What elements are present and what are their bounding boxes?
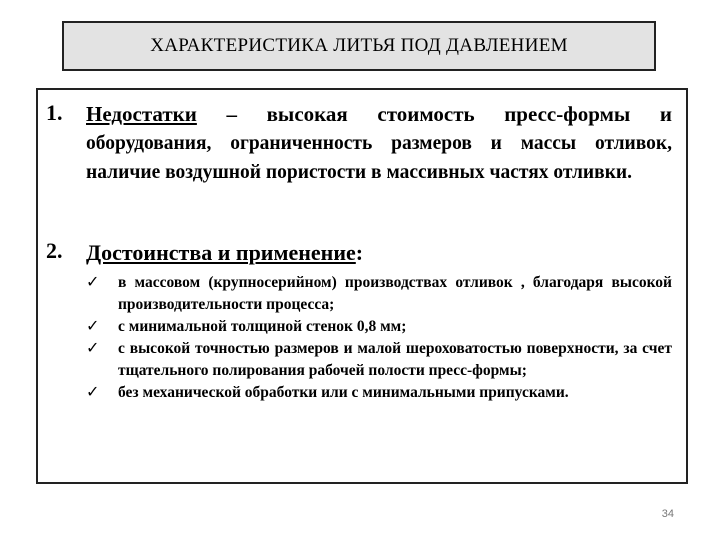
- list-item: [86, 272, 672, 316]
- checkmark-icon: ✓: [86, 340, 100, 357]
- slide-title-box: [62, 21, 656, 71]
- section-number: 2.: [46, 238, 63, 263]
- advantages-list: [46, 272, 672, 404]
- list-item: [86, 382, 672, 404]
- section-heading-line: [46, 238, 672, 268]
- section-text-first: – высокая стоимость пресс-формы и: [226, 102, 672, 126]
- section-number: 1.: [46, 100, 63, 125]
- slide-title: ХАРАКТЕРИСТИКА ЛИТЬЯ ПОД ДАВЛЕНИЕМ: [150, 35, 568, 56]
- checkmark-icon: ✓: [86, 274, 100, 291]
- page-number: 34: [661, 508, 674, 520]
- list-item: [86, 338, 672, 382]
- list-item-text: в массовом (крупносерийном) производствах отливок , благодаря высокой производительности процесса;: [118, 274, 672, 313]
- section-advantages: [46, 238, 672, 404]
- checkmark-icon: ✓: [86, 384, 100, 401]
- list-item-text: без механической обработки или с минимальными припусками.: [118, 384, 569, 401]
- checkmark-icon: ✓: [86, 318, 100, 335]
- section-heading-line: [46, 100, 672, 129]
- list-item-text: с минимальной толщиной стенок 0,8 мм;: [118, 318, 407, 335]
- section-disadvantages: [46, 100, 672, 187]
- section-heading: Достоинства и применение: [86, 240, 356, 265]
- content-box: [36, 88, 688, 484]
- section-heading-suffix: :: [355, 240, 364, 265]
- section-heading: Недостатки: [86, 102, 197, 126]
- section-text-rest: оборудования, ограниченность размеров и массы отливок, наличие воздушной пористости в массивных частях отливки.: [86, 133, 672, 183]
- list-item-text: с высокой точностью размеров и малой шероховатостью поверхности, за счет тщательного полирования рабочей полости пресс-формы;: [118, 340, 672, 379]
- list-item: [86, 316, 672, 338]
